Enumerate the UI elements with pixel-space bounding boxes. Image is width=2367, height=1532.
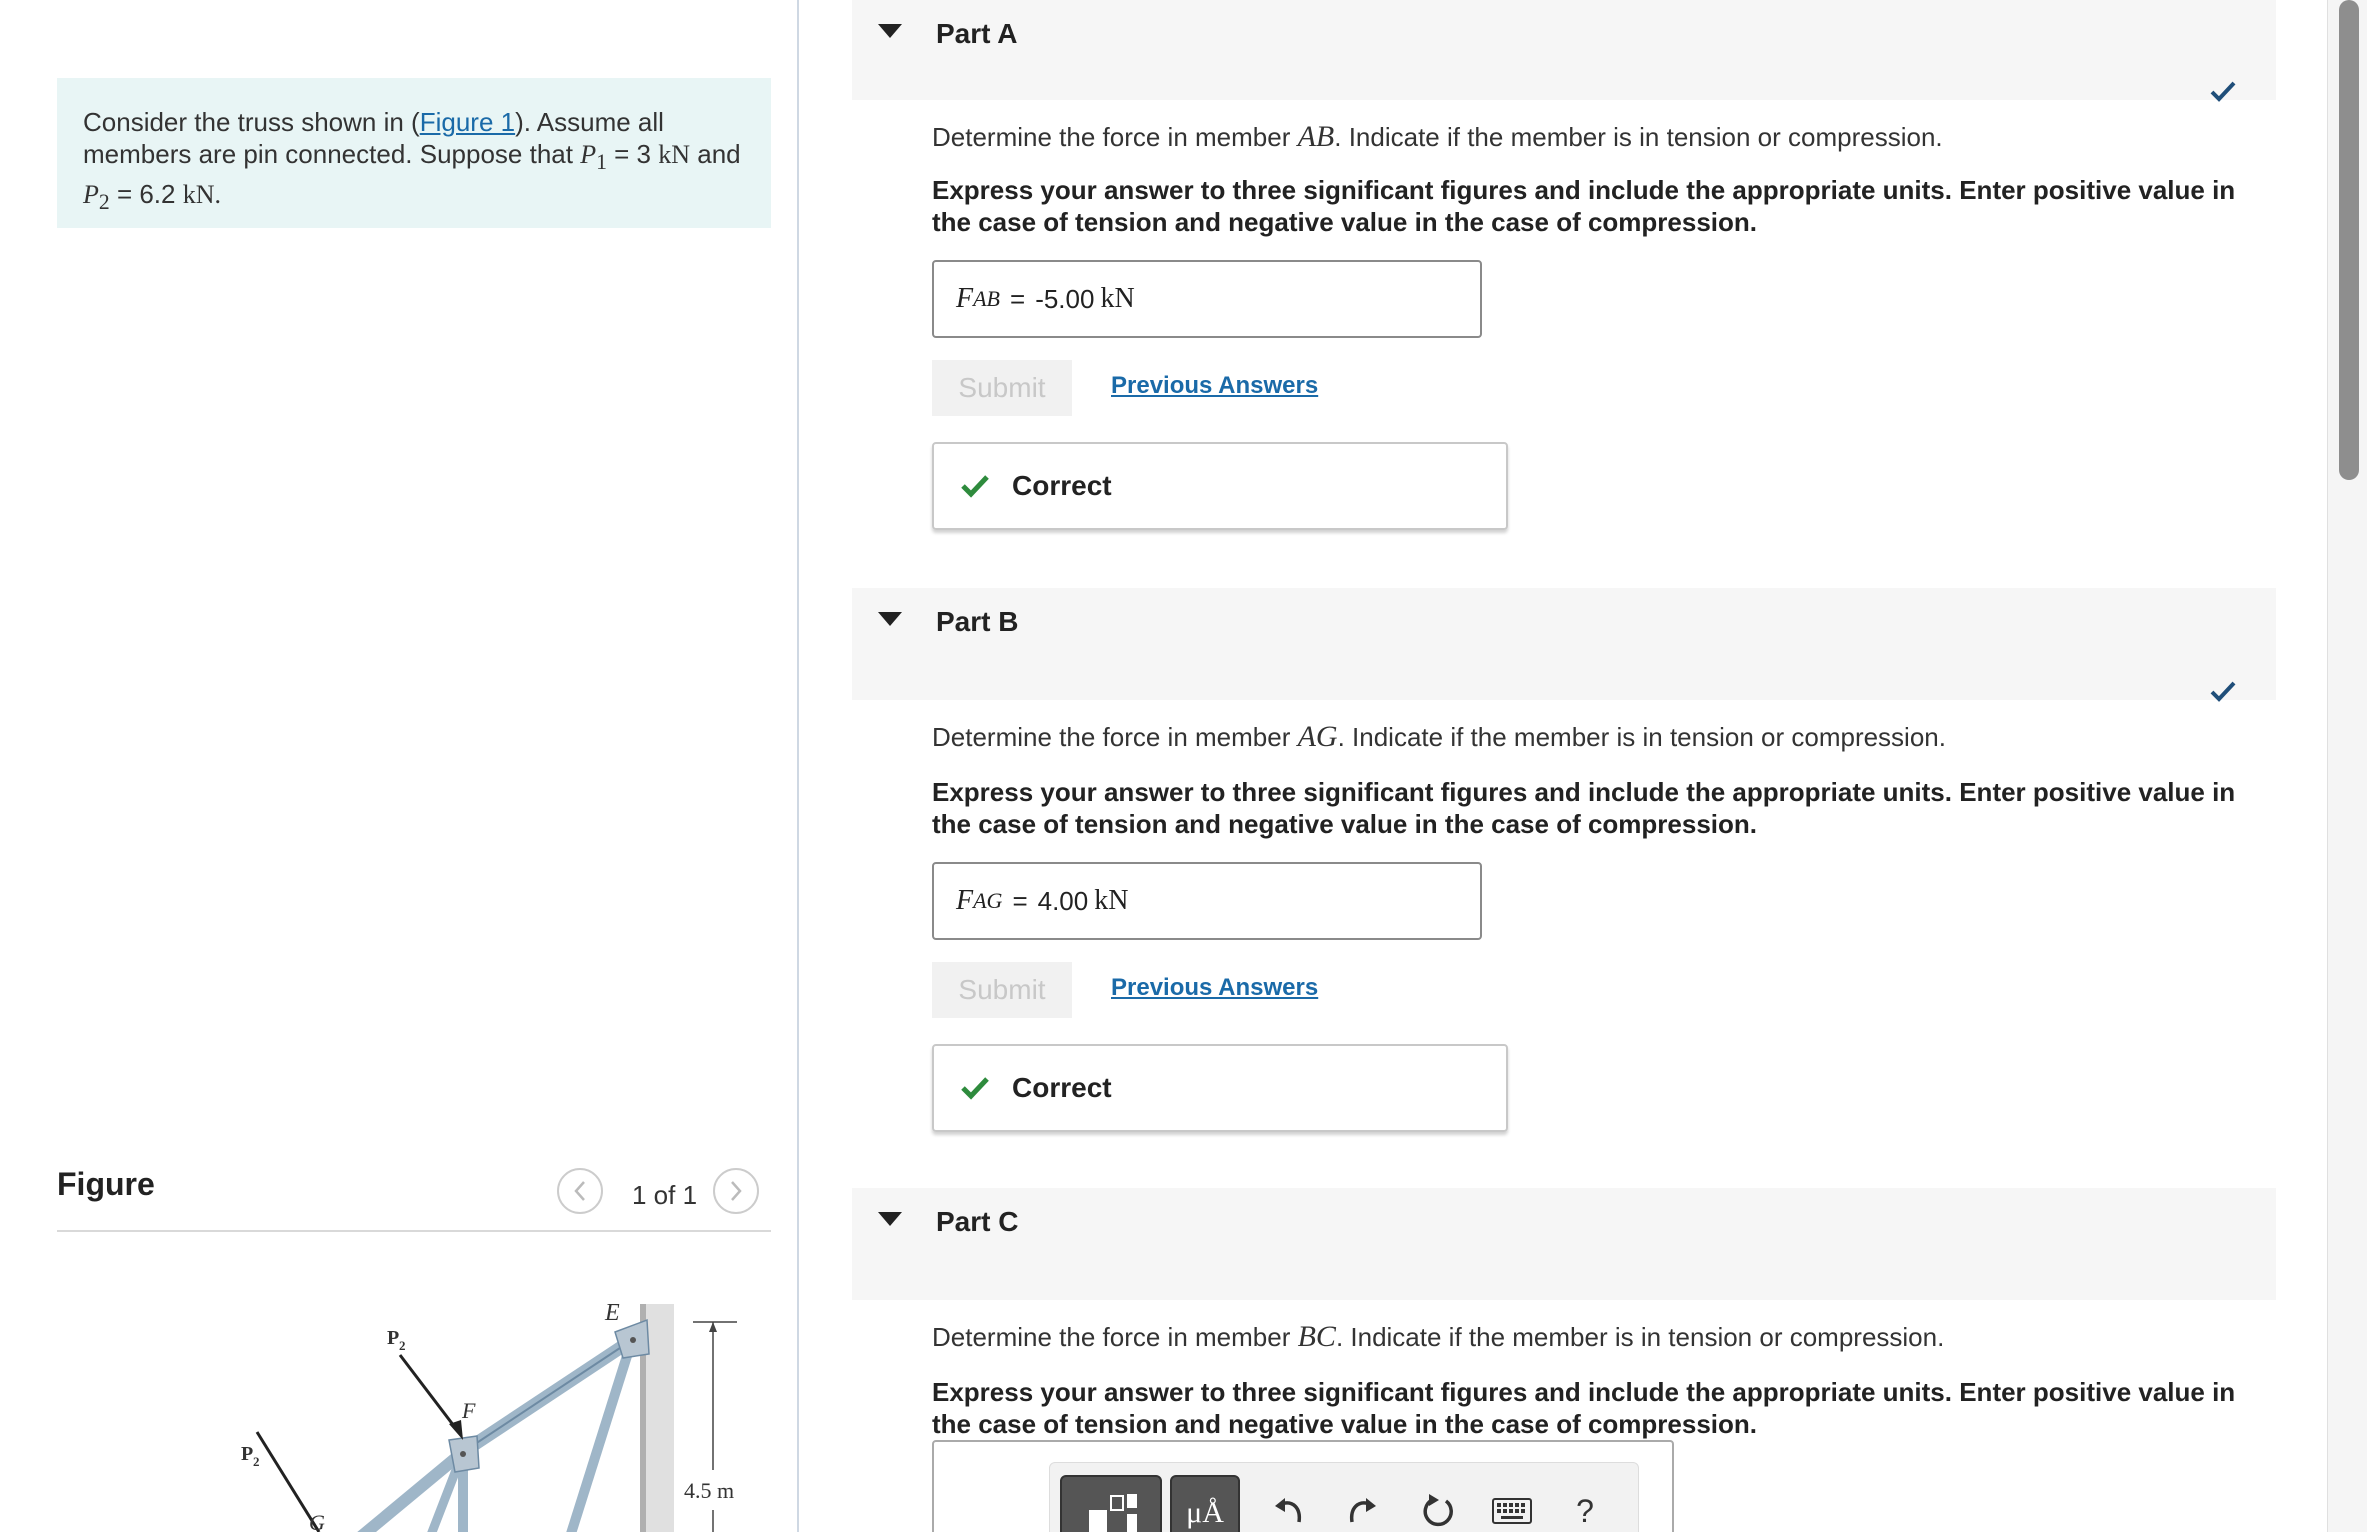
help-button[interactable]: ? xyxy=(1576,1492,1594,1529)
part-c-question: Determine the force in member BC. Indicate if the member is in tension or compression. xyxy=(932,1320,1945,1353)
caret-down-icon[interactable] xyxy=(878,1212,902,1226)
figure-pager: 1 of 1 xyxy=(632,1180,698,1210)
part-a-instructions: Express your answer to three significant figures and include the appropriate units. Enter positive value in the case of tension and negative value in the case of compression. xyxy=(932,175,2236,237)
part-b-title: Part B xyxy=(936,606,1019,637)
problem-statement: Consider the truss shown in (Figure 1). Assume all members are pin connected. Suppose that $P_1 = 3$ kN and $P_2 = 6.2$ kN. xyxy=(57,78,771,228)
keyboard-button[interactable] xyxy=(1482,1475,1542,1532)
chevron-left-icon xyxy=(572,1179,588,1203)
label-p2-lower: P xyxy=(241,1443,254,1465)
templates-icon xyxy=(1081,1488,1141,1532)
checkmark-icon xyxy=(2210,80,2236,102)
caret-down-icon[interactable] xyxy=(878,612,902,626)
part-b-header[interactable] xyxy=(852,588,2276,700)
part-a-submit-button[interactable]: Submit xyxy=(932,360,1072,416)
templates-button[interactable] xyxy=(1060,1475,1162,1532)
units-button[interactable]: μÅ xyxy=(1170,1475,1240,1532)
prev-figure-button[interactable] xyxy=(557,1168,603,1214)
truss-figure xyxy=(57,1240,771,1532)
part-a-title: Part A xyxy=(936,18,1018,49)
part-b-previous-answers-link[interactable]: Previous Answers xyxy=(1111,974,1319,1001)
part-c-header[interactable] xyxy=(852,1188,2276,1300)
svg-text:2: 2 xyxy=(253,1454,260,1469)
part-b-question: Determine the force in member AG. Indicate if the member is in tension or compression. xyxy=(932,720,1946,753)
undo-button[interactable] xyxy=(1260,1475,1316,1532)
label-g: G xyxy=(309,1510,325,1532)
label-f: F xyxy=(462,1398,476,1423)
label-e: E xyxy=(605,1300,620,1326)
scrollbar-track[interactable] xyxy=(2327,0,2367,1532)
part-a-previous-answers-link[interactable]: Previous Answers xyxy=(1111,372,1319,399)
undo-icon xyxy=(1271,1494,1305,1528)
dimension-label: 4.5 m xyxy=(684,1478,735,1503)
chevron-right-icon xyxy=(728,1179,744,1203)
left-panel xyxy=(0,0,797,1532)
part-a-feedback: Correct xyxy=(932,442,1508,530)
part-a-answer-field[interactable]: F AB = -5.00 kN xyxy=(932,260,1482,338)
right-panel xyxy=(799,0,2295,1532)
correct-check-icon xyxy=(960,474,990,498)
svg-text:2: 2 xyxy=(399,1338,406,1353)
truss-diagram xyxy=(57,1240,771,1532)
p2-symbol: P xyxy=(83,180,99,210)
label-p2-upper: P xyxy=(387,1327,400,1349)
part-b-submit-button[interactable]: Submit xyxy=(932,962,1072,1018)
redo-button[interactable] xyxy=(1335,1475,1391,1532)
next-figure-button[interactable] xyxy=(713,1168,759,1214)
part-b-instructions: Express your answer to three significant figures and include the appropriate units. Enter positive value in the case of tension and negative value in the case of compression. xyxy=(932,777,2236,839)
part-c-title: Part C xyxy=(936,1206,1019,1237)
part-b-answer-field[interactable]: F AG = 4.00 kN xyxy=(932,862,1482,940)
figure-link[interactable]: Figure 1 xyxy=(419,107,516,137)
figure-title: Figure xyxy=(57,1166,155,1202)
caret-down-icon[interactable] xyxy=(878,24,902,38)
part-c-answer-area xyxy=(932,1440,1674,1532)
part-c-instructions: Express your answer to three significant figures and include the appropriate units. Enter positive value in the case of tension and negative value in the case of compression. xyxy=(932,1377,2236,1439)
p1-symbol: P xyxy=(580,140,597,169)
checkmark-icon xyxy=(2210,680,2236,702)
keyboard-icon xyxy=(1492,1498,1532,1524)
reset-button[interactable] xyxy=(1410,1475,1466,1532)
scrollbar-thumb[interactable] xyxy=(2339,0,2359,480)
redo-icon xyxy=(1346,1494,1380,1528)
correct-check-icon xyxy=(960,1076,990,1100)
part-a-header[interactable] xyxy=(852,0,2276,100)
part-a-question: Determine the force in member AB. Indicate if the member is in tension or compression. xyxy=(932,120,1943,153)
reset-icon xyxy=(1420,1493,1456,1529)
figure-header xyxy=(57,1160,771,1232)
math-toolbar xyxy=(1049,1462,1639,1532)
part-b-feedback: Correct xyxy=(932,1044,1508,1132)
